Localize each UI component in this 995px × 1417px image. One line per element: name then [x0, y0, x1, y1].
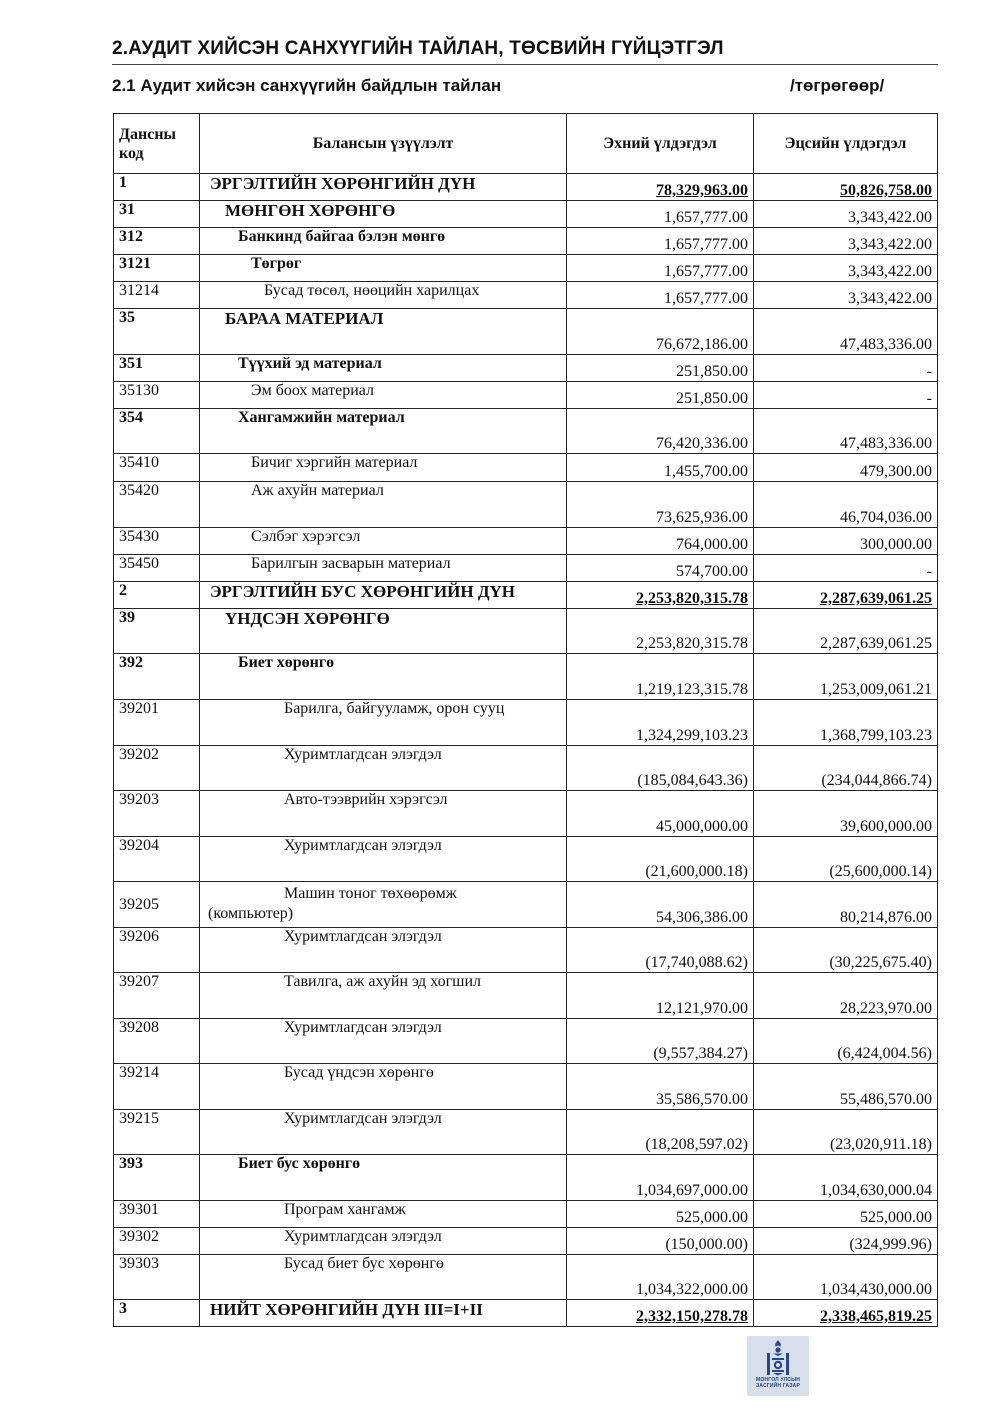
row-opening: 76,672,186.00 [567, 309, 754, 355]
row-closing: 1,034,630,000.04 [754, 1155, 938, 1201]
row-closing: 525,000.00 [754, 1201, 938, 1228]
row-name: Барилга, байгууламж, орон сууц [200, 700, 567, 746]
table-row [114, 382, 938, 409]
row-opening: 1,455,700.00 [567, 454, 754, 482]
table-row [114, 1064, 938, 1110]
row-code: 392 [114, 654, 200, 700]
row-opening: 574,700.00 [567, 555, 754, 582]
table-row [114, 1228, 938, 1255]
row-opening: 1,034,322,000.00 [567, 1255, 754, 1300]
row-opening: 45,000,000.00 [567, 791, 754, 837]
row-code: 351 [114, 355, 200, 382]
row-code: 31214 [114, 282, 200, 309]
row-closing: 2,287,639,061.25 [754, 582, 938, 609]
row-opening: 1,657,777.00 [567, 282, 754, 309]
row-name: Банкинд байгаа бэлэн мөнгө [200, 228, 567, 255]
table-row [114, 555, 938, 582]
row-code: 35410 [114, 454, 200, 482]
row-name-line1: Машин тоног төхөөрөмж [284, 885, 457, 902]
row-name: ЭРГЭЛТИЙН ХӨРӨНГИЙН ДҮН [200, 174, 567, 201]
row-opening: (17,740,088.62) [567, 928, 754, 973]
row-code: 35430 [114, 528, 200, 555]
section-heading: 2.АУДИТ ХИЙСЭН САНХҮҮГИЙН ТАЙЛАН, ТӨСВИЙН ГҮЙЦЭТГЭЛ [112, 38, 724, 59]
soyombo-emblem-icon [747, 1339, 809, 1377]
row-code: 35 [114, 309, 200, 355]
table-row [114, 482, 938, 528]
stamp-caption-line2: ЗАСГИЙН ГАЗАР [755, 1383, 801, 1389]
row-opening: 1,034,697,000.00 [567, 1155, 754, 1201]
table-row [114, 1255, 938, 1300]
currency-unit-label: /төгрөгөөр/ [790, 76, 885, 95]
row-code: 1 [114, 174, 200, 201]
row-opening: (185,084,643.36) [567, 746, 754, 791]
row-closing: 3,343,422.00 [754, 282, 938, 309]
row-closing: 50,826,758.00 [754, 174, 938, 201]
row-opening: 1,657,777.00 [567, 255, 754, 282]
table-row [114, 528, 938, 555]
row-name: Төгрөг [200, 255, 567, 282]
header-opening-balance: Эхний үлдэгдэл [567, 114, 754, 174]
row-opening: 1,324,299,103.23 [567, 700, 754, 746]
table-row [114, 309, 938, 355]
row-opening: 2,253,820,315.78 [567, 582, 754, 609]
row-code: 39206 [114, 928, 200, 973]
table-header-row [114, 114, 938, 174]
row-closing: (30,225,675.40) [754, 928, 938, 973]
row-closing: (25,600,000.14) [754, 837, 938, 882]
header-account-code: Дансны код [114, 114, 200, 174]
row-closing: 3,343,422.00 [754, 228, 938, 255]
row-opening: 73,625,936.00 [567, 482, 754, 528]
row-closing: 2,287,639,061.25 [754, 609, 938, 654]
row-code: 39203 [114, 791, 200, 837]
row-closing: 28,223,970.00 [754, 973, 938, 1019]
row-name [200, 882, 567, 928]
row-opening: 251,850.00 [567, 382, 754, 409]
row-name: Биет хөрөнгө [200, 654, 567, 700]
table-row [114, 282, 938, 309]
government-stamp [747, 1336, 809, 1396]
table-row [114, 1155, 938, 1201]
table-row [114, 700, 938, 746]
row-code: 39301 [114, 1201, 200, 1228]
row-opening: 78,329,963.00 [567, 174, 754, 201]
row-name: МӨНГӨН ХӨРӨНГӨ [200, 201, 567, 228]
row-code: 2 [114, 582, 200, 609]
row-closing: 1,368,799,103.23 [754, 700, 938, 746]
table-row [114, 928, 938, 973]
row-closing: 2,338,465,819.25 [754, 1300, 938, 1327]
header-closing-balance: Эцсийн үлдэгдэл [754, 114, 938, 174]
row-name: Авто-тээврийн хэрэгсэл [200, 791, 567, 837]
row-closing: 47,483,336.00 [754, 409, 938, 454]
row-opening: 1,657,777.00 [567, 228, 754, 255]
table-row [114, 654, 938, 700]
row-opening: 764,000.00 [567, 528, 754, 555]
header-indicator: Балансын үзүүлэлт [200, 114, 567, 174]
row-closing: 3,343,422.00 [754, 255, 938, 282]
row-code: 3121 [114, 255, 200, 282]
row-code: 393 [114, 1155, 200, 1201]
table-row [114, 973, 938, 1019]
row-name: Эм боох материал [200, 382, 567, 409]
row-code: 3 [114, 1300, 200, 1327]
row-opening: 76,420,336.00 [567, 409, 754, 454]
row-name: Тавилга, аж ахуйн эд хогшил [200, 973, 567, 1019]
row-closing: (23,020,911.18) [754, 1110, 938, 1155]
row-closing: 479,300.00 [754, 454, 938, 482]
table-row [114, 791, 938, 837]
table-row [114, 409, 938, 454]
row-opening: 251,850.00 [567, 355, 754, 382]
row-name-line2: (компьютер) [208, 905, 294, 922]
row-code: 39302 [114, 1228, 200, 1255]
row-code: 39202 [114, 746, 200, 791]
table-row [114, 882, 938, 928]
row-opening: 525,000.00 [567, 1201, 754, 1228]
row-code: 35420 [114, 482, 200, 528]
row-name: Аж ахуйн материал [200, 482, 567, 528]
row-closing: (324,999.96) [754, 1228, 938, 1255]
row-opening: (18,208,597.02) [567, 1110, 754, 1155]
row-closing: 1,253,009,061.21 [754, 654, 938, 700]
row-code: 39204 [114, 837, 200, 882]
row-name: Сэлбэг хэрэгсэл [200, 528, 567, 555]
row-name: Бичиг хэргийн материал [200, 454, 567, 482]
row-closing: - [754, 355, 938, 382]
row-code: 354 [114, 409, 200, 454]
row-opening: 1,219,123,315.78 [567, 654, 754, 700]
table-row [114, 255, 938, 282]
row-opening: (21,600,000.18) [567, 837, 754, 882]
row-closing: 46,704,036.00 [754, 482, 938, 528]
row-name: Хуримтлагдсан элэгдэл [200, 1110, 567, 1155]
row-name: НИЙТ ХӨРӨНГИЙН ДҮН III=I+II [200, 1300, 567, 1327]
table-row [114, 454, 938, 482]
balance-sheet-table [113, 113, 938, 1327]
table-row [114, 1110, 938, 1155]
row-code: 39207 [114, 973, 200, 1019]
row-code: 39208 [114, 1019, 200, 1064]
row-name: Хуримтлагдсан элэгдэл [200, 746, 567, 791]
table-row [114, 837, 938, 882]
row-closing: 47,483,336.00 [754, 309, 938, 355]
row-name: Хуримтлагдсан элэгдэл [200, 1228, 567, 1255]
row-name: БАРАА МАТЕРИАЛ [200, 309, 567, 355]
row-opening: 35,586,570.00 [567, 1064, 754, 1110]
row-opening: 2,253,820,315.78 [567, 609, 754, 654]
row-name: Програм хангамж [200, 1201, 567, 1228]
row-closing: 3,343,422.00 [754, 201, 938, 228]
row-opening: 54,306,386.00 [567, 882, 754, 928]
table-row [114, 582, 938, 609]
row-code: 312 [114, 228, 200, 255]
row-name: Бусад үндсэн хөрөнгө [200, 1064, 567, 1110]
table-row [114, 228, 938, 255]
row-code: 31 [114, 201, 200, 228]
row-name: Бусад төсөл, нөөцийн харилцах [200, 282, 567, 309]
row-opening: 12,121,970.00 [567, 973, 754, 1019]
table-row [114, 174, 938, 201]
row-name: Хуримтлагдсан элэгдэл [200, 837, 567, 882]
row-code: 39201 [114, 700, 200, 746]
heading-divider [112, 64, 938, 65]
table-row [114, 609, 938, 654]
row-opening: 2,332,150,278.78 [567, 1300, 754, 1327]
row-closing: - [754, 555, 938, 582]
row-name: ҮНДСЭН ХӨРӨНГӨ [200, 609, 567, 654]
subsection-heading: 2.1 Аудит хийсэн санхүүгийн байдлын тайлан [112, 76, 502, 95]
row-code: 39 [114, 609, 200, 654]
table-row [114, 1300, 938, 1327]
row-opening: (9,557,384.27) [567, 1019, 754, 1064]
row-code: 39303 [114, 1255, 200, 1300]
row-name: Биет бус хөрөнгө [200, 1155, 567, 1201]
row-name: ЭРГЭЛТИЙН БУС ХӨРӨНГИЙН ДҮН [200, 582, 567, 609]
table-row [114, 1019, 938, 1064]
row-code: 35450 [114, 555, 200, 582]
table-row [114, 746, 938, 791]
table-row [114, 201, 938, 228]
row-opening: (150,000.00) [567, 1228, 754, 1255]
table-row [114, 355, 938, 382]
row-closing: (6,424,004.56) [754, 1019, 938, 1064]
table-row [114, 1201, 938, 1228]
row-code: 39205 [114, 882, 200, 928]
row-closing: 55,486,570.00 [754, 1064, 938, 1110]
row-closing: 300,000.00 [754, 528, 938, 555]
row-closing: (234,044,866.74) [754, 746, 938, 791]
row-name: Бусад биет бус хөрөнгө [200, 1255, 567, 1300]
row-name: Хуримтлагдсан элэгдэл [200, 928, 567, 973]
row-code: 35130 [114, 382, 200, 409]
row-name: Хангамжийн материал [200, 409, 567, 454]
row-closing: 80,214,876.00 [754, 882, 938, 928]
row-code: 39215 [114, 1110, 200, 1155]
row-name: Барилгын засварын материал [200, 555, 567, 582]
row-opening: 1,657,777.00 [567, 201, 754, 228]
row-name: Түүхий эд материал [200, 355, 567, 382]
row-closing: - [754, 382, 938, 409]
row-code: 39214 [114, 1064, 200, 1110]
row-closing: 39,600,000.00 [754, 791, 938, 837]
row-closing: 1,034,430,000.00 [754, 1255, 938, 1300]
stamp-caption-line1: МОНГОЛ УЛСЫН [755, 1377, 801, 1383]
row-name: Хуримтлагдсан элэгдэл [200, 1019, 567, 1064]
